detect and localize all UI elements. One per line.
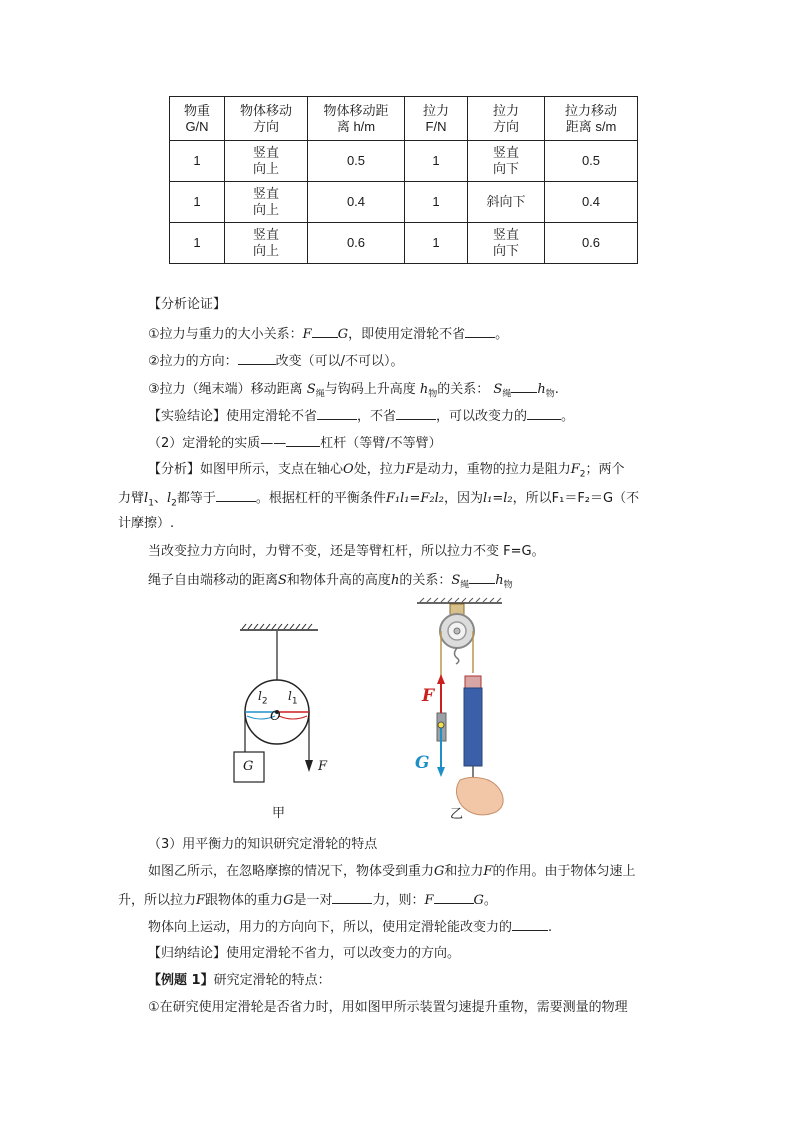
label-l2: $l_2$ xyxy=(258,689,268,707)
header-force: 拉力 F/N xyxy=(405,97,468,141)
table-cell: 1 xyxy=(170,141,225,182)
table-cell: 1 xyxy=(405,182,468,223)
table-cell: 竖直 向上 xyxy=(225,182,308,223)
header-force-direction: 拉力 方向 xyxy=(468,97,545,141)
para4: 物体向上运动，用力的方向向下，所以，使用定滑轮能改变力的 . xyxy=(148,917,552,937)
label-force-f: F xyxy=(318,759,328,774)
table-cell: 0.4 xyxy=(308,182,405,223)
table-cell: 0.6 xyxy=(308,223,405,264)
paragraph-force-unchanged: 当改变拉力方向时，力臂不变，还是等臂杠杆，所以拉力不变 F=G。 xyxy=(148,544,545,559)
analysis2-line1: 【分析】如图甲所示，支点在轴心O处，拉力F是动力，重物的拉力是阻力$F_2$；两个 xyxy=(148,462,625,480)
hand-image xyxy=(456,777,503,815)
pulley-essence: （2）定滑轮的实质—— 杠杆（等臂/不等臂） xyxy=(148,433,442,453)
summary-conclusion: 【归纳结论】使用定滑轮不省力，可以改变力的方向。 xyxy=(148,946,461,961)
analysis2-line2: 力臂$l_1$、$l_2$都等于 。根据杠杆的平衡条件F₁l₁=F₂l₂，因为l₁=l₂，所以F₁＝F₂＝G（不 xyxy=(118,488,639,513)
figure-jia-caption: 甲 xyxy=(272,806,286,821)
center-of-gravity xyxy=(438,722,444,728)
table-cell: 竖直 向下 xyxy=(468,223,545,264)
ceiling-hatch-icon xyxy=(242,624,312,629)
section-3-heading: （3）用平衡力的知识研究定滑轮的特点 xyxy=(148,837,378,852)
label-l1: $l_1$ xyxy=(288,689,298,707)
table-cell: 1 xyxy=(170,223,225,264)
experiment-conclusion: 【实验结论】使用定滑轮不省 ，不省 ，可以改变力的 。 xyxy=(148,406,574,426)
force-arrowhead xyxy=(305,760,313,772)
answer-blank[interactable] xyxy=(512,917,548,931)
header-move-direction: 物体移动 方向 xyxy=(225,97,308,141)
analysis-q1: ①拉力与重力的大小关系：F G，即使用定滑轮不省 。 xyxy=(148,324,508,344)
paragraph-distance-relation: 绳子自由端移动的距离S和物体升高的高度h的关系：$S_绳$ $h_物$ xyxy=(148,570,513,595)
table-cell: 1 xyxy=(405,141,468,182)
table-cell: 0.5 xyxy=(545,141,638,182)
answer-blank[interactable] xyxy=(332,890,372,904)
analysis2-line3: 计摩擦）. xyxy=(118,516,175,531)
label-gravity-g-blue: G xyxy=(415,753,430,773)
table-cell: 0.4 xyxy=(545,182,638,223)
example-1-heading: 【例题 1】研究定滑轮的特点： xyxy=(148,973,331,988)
para3-line1: 如图乙所示，在忽略摩擦的情况下，物体受到重力G和拉力F的作用。由于物体匀速上 xyxy=(148,864,636,879)
header-move-distance: 物体移动距 离 h/m xyxy=(308,97,405,141)
table-cell: 竖直 向下 xyxy=(468,141,545,182)
example-1-text: ①在研究使用定滑轮是否省力时，用如图甲所示装置匀速提升重物，需要测量的物理 xyxy=(148,1000,628,1015)
analysis-q3: ③拉力（绳末端）移动距离 $S_绳$与钩码上升高度 $h_物$的关系： $S_绳$ $h_物$. xyxy=(148,379,559,404)
spring-scale xyxy=(464,688,482,766)
table-cell: 0.5 xyxy=(308,141,405,182)
table-cell: 1 xyxy=(405,223,468,264)
figure-yi-diagram xyxy=(417,598,503,815)
table-cell: 竖直 向上 xyxy=(225,141,308,182)
table-cell: 1 xyxy=(170,182,225,223)
table-cell: 0.6 xyxy=(545,223,638,264)
label-fulcrum-o: O xyxy=(270,709,281,724)
header-force-distance: 拉力移动 距离 s/m xyxy=(545,97,638,141)
table-cell: 竖直 向上 xyxy=(225,223,308,264)
answer-blank[interactable] xyxy=(434,890,474,904)
analysis-q2: ②拉力的方向： 改变（可以/不可以）。 xyxy=(148,351,404,371)
label-weight-g: G xyxy=(243,759,254,774)
analysis-heading: 【分析论证】 xyxy=(148,297,227,312)
table-cell: 斜向下 xyxy=(468,182,545,223)
hook xyxy=(455,648,459,664)
label-force-f-red: F xyxy=(422,686,435,706)
figure-yi-caption: 乙 xyxy=(450,807,464,822)
para3-line2: 升，所以拉力F跟物体的重力G是一对 力，则：F G。 xyxy=(118,890,497,910)
header-weight: 物重 G/N xyxy=(170,97,225,141)
